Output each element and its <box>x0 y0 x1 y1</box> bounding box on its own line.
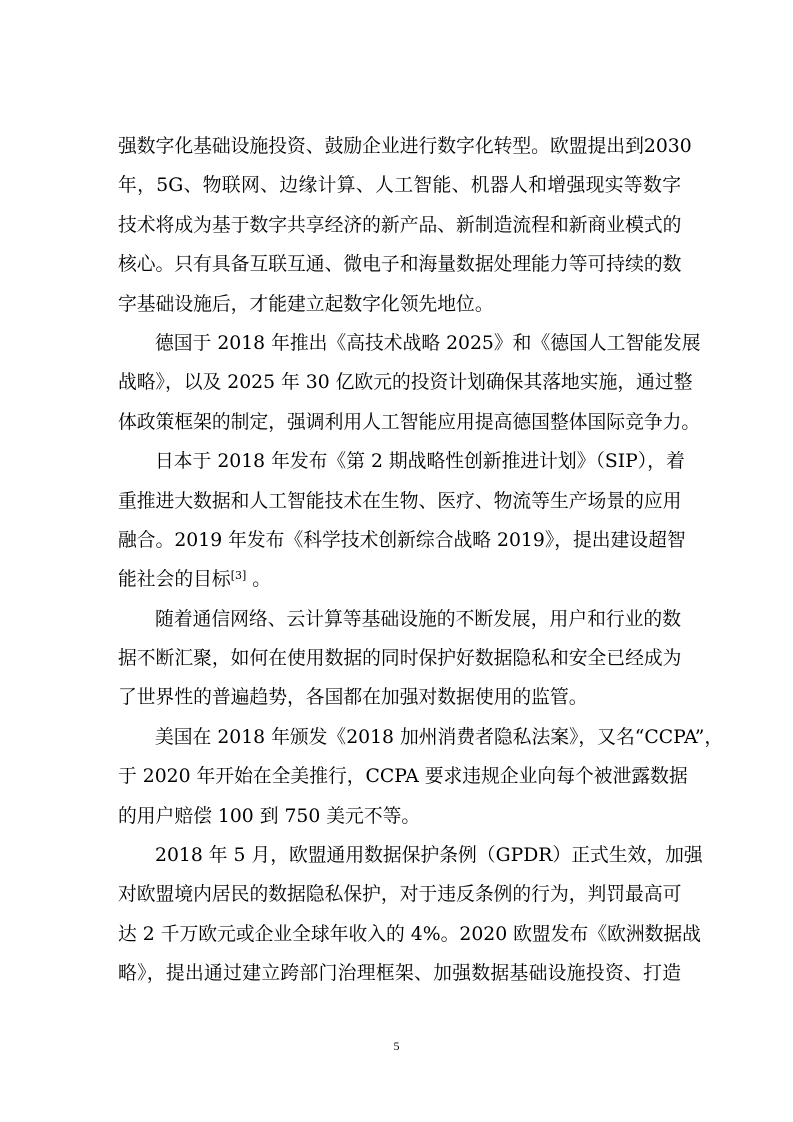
text-line: 重推进大数据和人工智能技术在生物、医疗、物流等生产场景的应用 <box>118 490 682 512</box>
paragraph-data-trend <box>118 600 681 718</box>
text-line: 技术将成为基于数字共享经济的新产品、新制造流程和新商业模式的 <box>118 214 682 236</box>
text-line: 2018 年 5 月，欧盟通用数据保护条例（GPDR）正式生效，加强 <box>155 845 703 867</box>
text-segment: 。 <box>246 569 272 591</box>
text-line: 随着通信网络、云计算等基础设施的不断发展，用户和行业的数 <box>155 608 681 630</box>
text-line: 略》，提出通过建立跨部门治理框架、加强数据基础设施投资、打造 <box>118 963 681 985</box>
paragraph-germany <box>118 324 701 442</box>
text-line: 融合。2019 年发布《科学技术创新综合战略 2019》，提出建设超智 <box>118 529 686 551</box>
text-line: 的用户赔偿 100 到 750 美元不等。 <box>118 805 421 827</box>
text-line: 于 2020 年开始在全美推行，CCPA 要求违规企业向每个被泄露数据 <box>118 766 688 788</box>
text-segment: 能社会的目标 <box>118 569 231 591</box>
text-line <box>118 560 681 599</box>
paragraph-eu-gdpr <box>118 836 703 994</box>
text-line: 德国于 2018 年推出《高技术战略 2025》和《德国人工智能发展 <box>155 332 701 354</box>
paragraph-japan <box>118 442 686 600</box>
text-line: 达 2 千万欧元或企业全球年收入的 4%。2020 欧盟发布《欧洲数据战 <box>118 923 701 945</box>
paragraph-usa-ccpa <box>118 718 724 836</box>
text-line: 战略》，以及 2025 年 30 亿欧元的投资计划确保其落地实施，通过整 <box>118 372 693 394</box>
text-line: 对欧盟境内居民的数据隐私保护，对于违反条例的行为，判罚最高可 <box>118 884 682 906</box>
citation-reference[interactable]: [3] <box>230 569 247 583</box>
text-line: 体政策框架的制定，强调利用人工智能应用提高德国整体国际竞争力。 <box>118 411 701 433</box>
text-line: 核心。只有具备互联互通、微电子和海量数据处理能力等可持续的数 <box>118 254 682 276</box>
text-line: 了世界性的普遍趋势，各国都在加强对数据使用的监管。 <box>118 687 588 709</box>
body-text <box>118 127 724 994</box>
text-line: 日本于 2018 年发布《第 2 期战略性创新推进计划》（SIP），着 <box>155 451 685 473</box>
text-line: 据不断汇聚，如何在使用数据的同时保护好数据隐私和安全已经成为 <box>118 648 682 670</box>
paragraph-eu-digital <box>118 127 692 324</box>
page-number: 5 <box>393 1039 400 1053</box>
text-line: 强数字化基础设施投资、鼓励企业进行数字化转型。欧盟提出到2030 <box>118 136 692 157</box>
text-line: 年，5G、物联网、边缘计算、人工智能、机器人和增强现实等数字 <box>118 175 681 197</box>
text-line: 美国在 2018 年颁发《2018 加州消费者隐私法案》，又名“CCPA”， <box>155 726 724 748</box>
text-line: 字基础设施后，才能建立起数字化领先地位。 <box>118 293 494 315</box>
